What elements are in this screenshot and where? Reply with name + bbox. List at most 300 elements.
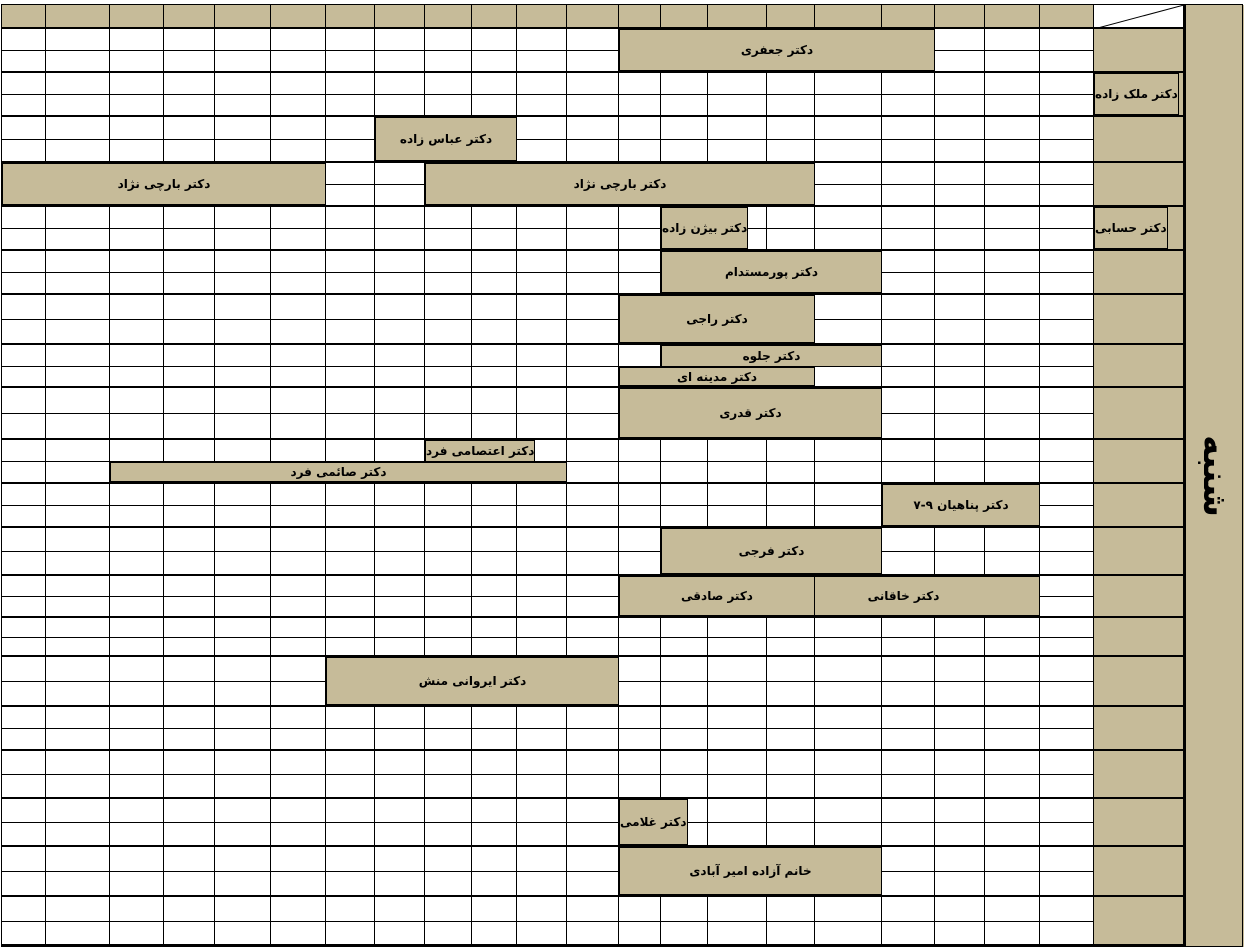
schedule-slot[interactable] (326, 117, 375, 140)
schedule-slot[interactable] (164, 823, 215, 847)
schedule-slot[interactable] (567, 751, 619, 775)
schedule-slot[interactable] (271, 506, 326, 528)
schedule-slot[interactable] (661, 657, 708, 682)
schedule-slot[interactable] (425, 506, 472, 528)
schedule-slot[interactable] (882, 729, 935, 751)
schedule-slot[interactable] (472, 552, 517, 576)
schedule-slot[interactable] (1040, 872, 1094, 897)
schedule-slot[interactable] (708, 506, 767, 528)
schedule-slot[interactable] (767, 799, 815, 823)
doctor-booking[interactable]: دکتر غلامی (619, 799, 688, 845)
schedule-slot[interactable] (215, 95, 271, 117)
schedule-slot[interactable] (619, 528, 661, 552)
schedule-slot[interactable] (110, 251, 164, 273)
schedule-slot[interactable] (271, 682, 326, 707)
schedule-slot[interactable] (882, 73, 935, 95)
schedule-slot[interactable] (425, 95, 472, 117)
schedule-slot[interactable] (2, 897, 46, 922)
schedule-slot[interactable] (2, 229, 46, 251)
schedule-slot[interactable] (46, 657, 110, 682)
schedule-slot[interactable] (215, 51, 271, 73)
schedule-slot[interactable] (985, 775, 1040, 799)
schedule-slot[interactable] (661, 775, 708, 799)
schedule-slot[interactable] (985, 229, 1040, 251)
schedule-slot[interactable] (271, 597, 326, 618)
schedule-slot[interactable] (375, 799, 425, 823)
schedule-slot[interactable] (619, 775, 661, 799)
schedule-slot[interactable] (110, 320, 164, 345)
schedule-slot[interactable] (935, 823, 985, 847)
doctor-booking[interactable]: دکتر اعتصامی فرد (425, 440, 535, 462)
schedule-slot[interactable] (815, 799, 882, 823)
schedule-slot[interactable] (215, 414, 271, 440)
schedule-slot[interactable] (882, 440, 935, 462)
schedule-slot[interactable] (375, 51, 425, 73)
schedule-slot[interactable] (2, 922, 46, 946)
schedule-slot[interactable] (567, 367, 619, 388)
schedule-slot[interactable] (708, 775, 767, 799)
schedule-slot[interactable] (985, 273, 1040, 295)
schedule-slot[interactable] (425, 847, 472, 872)
schedule-slot[interactable] (935, 751, 985, 775)
schedule-slot[interactable] (46, 95, 110, 117)
schedule-slot[interactable] (215, 707, 271, 729)
schedule-slot[interactable] (815, 707, 882, 729)
schedule-slot[interactable] (815, 922, 882, 946)
schedule-slot[interactable] (2, 847, 46, 872)
schedule-slot[interactable] (935, 922, 985, 946)
schedule-slot[interactable] (661, 462, 708, 484)
schedule-slot[interactable] (164, 847, 215, 872)
schedule-slot[interactable] (985, 618, 1040, 638)
schedule-slot[interactable] (985, 95, 1040, 117)
schedule-slot[interactable] (517, 295, 567, 320)
schedule-slot[interactable] (375, 597, 425, 618)
schedule-slot[interactable] (164, 872, 215, 897)
schedule-slot[interactable] (110, 799, 164, 823)
schedule-slot[interactable] (708, 729, 767, 751)
schedule-slot[interactable] (815, 295, 882, 320)
doctor-booking[interactable]: دکتر خاقانی (767, 576, 1040, 616)
schedule-slot[interactable] (935, 95, 985, 117)
schedule-slot[interactable] (882, 775, 935, 799)
doctor-booking[interactable]: دکتر مدینه ای (619, 367, 815, 386)
schedule-slot[interactable] (375, 872, 425, 897)
schedule-slot[interactable] (326, 597, 375, 618)
schedule-slot[interactable] (935, 163, 985, 185)
schedule-slot[interactable] (326, 140, 375, 163)
schedule-slot[interactable] (326, 751, 375, 775)
schedule-slot[interactable] (985, 367, 1040, 388)
schedule-slot[interactable] (425, 872, 472, 897)
schedule-slot[interactable] (985, 207, 1040, 229)
schedule-slot[interactable] (935, 295, 985, 320)
schedule-slot[interactable] (110, 414, 164, 440)
schedule-slot[interactable] (271, 367, 326, 388)
schedule-slot[interactable] (935, 73, 985, 95)
schedule-slot[interactable] (375, 775, 425, 799)
schedule-slot[interactable] (935, 847, 985, 872)
schedule-slot[interactable] (271, 775, 326, 799)
schedule-slot[interactable] (472, 897, 517, 922)
schedule-slot[interactable] (567, 414, 619, 440)
schedule-slot[interactable] (271, 414, 326, 440)
schedule-slot[interactable] (375, 207, 425, 229)
schedule-slot[interactable] (935, 29, 985, 51)
schedule-slot[interactable] (425, 73, 472, 95)
schedule-slot[interactable] (271, 552, 326, 576)
schedule-slot[interactable] (326, 163, 375, 185)
schedule-slot[interactable] (2, 751, 46, 775)
schedule-slot[interactable] (271, 823, 326, 847)
schedule-slot[interactable] (517, 273, 567, 295)
schedule-slot[interactable] (215, 682, 271, 707)
schedule-slot[interactable] (815, 229, 882, 251)
schedule-slot[interactable] (1040, 922, 1094, 946)
schedule-slot[interactable] (2, 117, 46, 140)
schedule-slot[interactable] (619, 682, 661, 707)
schedule-slot[interactable] (110, 506, 164, 528)
schedule-slot[interactable] (882, 682, 935, 707)
schedule-slot[interactable] (815, 140, 882, 163)
schedule-slot[interactable] (517, 552, 567, 576)
schedule-slot[interactable] (164, 95, 215, 117)
schedule-slot[interactable] (1040, 414, 1094, 440)
schedule-slot[interactable] (985, 117, 1040, 140)
schedule-slot[interactable] (164, 367, 215, 388)
schedule-slot[interactable] (215, 847, 271, 872)
schedule-slot[interactable] (326, 897, 375, 922)
schedule-slot[interactable] (882, 897, 935, 922)
schedule-slot[interactable] (567, 29, 619, 51)
schedule-slot[interactable] (815, 823, 882, 847)
schedule-slot[interactable] (326, 552, 375, 576)
schedule-slot[interactable] (708, 117, 767, 140)
schedule-slot[interactable] (661, 73, 708, 95)
schedule-slot[interactable] (326, 251, 375, 273)
schedule-slot[interactable] (375, 707, 425, 729)
schedule-slot[interactable] (767, 73, 815, 95)
schedule-slot[interactable] (815, 506, 882, 528)
schedule-slot[interactable] (567, 388, 619, 414)
schedule-slot[interactable] (985, 922, 1040, 946)
schedule-slot[interactable] (619, 462, 661, 484)
schedule-slot[interactable] (935, 528, 985, 552)
doctor-booking[interactable]: دکتر ایروانی منش (326, 657, 619, 705)
schedule-slot[interactable] (619, 657, 661, 682)
schedule-slot[interactable] (935, 320, 985, 345)
schedule-slot[interactable] (46, 775, 110, 799)
schedule-slot[interactable] (110, 273, 164, 295)
schedule-slot[interactable] (1040, 657, 1094, 682)
schedule-slot[interactable] (215, 528, 271, 552)
schedule-slot[interactable] (708, 140, 767, 163)
schedule-slot[interactable] (110, 51, 164, 73)
schedule-slot[interactable] (517, 320, 567, 345)
schedule-slot[interactable] (46, 207, 110, 229)
schedule-slot[interactable] (935, 185, 985, 207)
schedule-slot[interactable] (425, 528, 472, 552)
schedule-slot[interactable] (215, 73, 271, 95)
schedule-slot[interactable] (164, 751, 215, 775)
schedule-slot[interactable] (215, 140, 271, 163)
schedule-slot[interactable] (375, 552, 425, 576)
schedule-slot[interactable] (815, 117, 882, 140)
schedule-slot[interactable] (708, 657, 767, 682)
schedule-slot[interactable] (2, 273, 46, 295)
schedule-slot[interactable] (271, 618, 326, 638)
schedule-slot[interactable] (767, 823, 815, 847)
schedule-slot[interactable] (567, 922, 619, 946)
schedule-slot[interactable] (935, 552, 985, 576)
schedule-slot[interactable] (815, 618, 882, 638)
doctor-booking[interactable]: خانم آزاده امیر آبادی (619, 847, 882, 895)
schedule-slot[interactable] (46, 462, 110, 484)
schedule-slot[interactable] (2, 552, 46, 576)
schedule-slot[interactable] (326, 484, 375, 506)
schedule-slot[interactable] (110, 823, 164, 847)
schedule-slot[interactable] (271, 229, 326, 251)
schedule-slot[interactable] (517, 576, 567, 597)
schedule-slot[interactable] (326, 823, 375, 847)
schedule-slot[interactable] (110, 618, 164, 638)
schedule-slot[interactable] (985, 185, 1040, 207)
schedule-slot[interactable] (985, 847, 1040, 872)
schedule-slot[interactable] (985, 388, 1040, 414)
schedule-slot[interactable] (110, 229, 164, 251)
schedule-slot[interactable] (46, 117, 110, 140)
schedule-slot[interactable] (567, 528, 619, 552)
schedule-slot[interactable] (215, 295, 271, 320)
schedule-slot[interactable] (985, 897, 1040, 922)
schedule-slot[interactable] (767, 897, 815, 922)
schedule-slot[interactable] (882, 251, 935, 273)
schedule-slot[interactable] (882, 823, 935, 847)
schedule-slot[interactable] (2, 799, 46, 823)
schedule-slot[interactable] (271, 295, 326, 320)
schedule-slot[interactable] (708, 618, 767, 638)
schedule-slot[interactable] (882, 707, 935, 729)
schedule-slot[interactable] (164, 576, 215, 597)
doctor-booking[interactable]: دکتر صادقی (619, 576, 815, 616)
schedule-slot[interactable] (375, 251, 425, 273)
schedule-slot[interactable] (215, 367, 271, 388)
schedule-slot[interactable] (425, 295, 472, 320)
schedule-slot[interactable] (425, 618, 472, 638)
schedule-slot[interactable] (425, 729, 472, 751)
schedule-slot[interactable] (619, 207, 661, 229)
schedule-slot[interactable] (425, 388, 472, 414)
schedule-slot[interactable] (815, 751, 882, 775)
schedule-slot[interactable] (935, 897, 985, 922)
schedule-slot[interactable] (567, 597, 619, 618)
schedule-slot[interactable] (375, 506, 425, 528)
schedule-slot[interactable] (164, 295, 215, 320)
doctor-booking[interactable]: دکتر قدری (619, 388, 882, 438)
schedule-slot[interactable] (375, 528, 425, 552)
schedule-slot[interactable] (271, 484, 326, 506)
schedule-slot[interactable] (271, 657, 326, 682)
schedule-slot[interactable] (110, 207, 164, 229)
schedule-slot[interactable] (767, 207, 815, 229)
schedule-slot[interactable] (815, 367, 882, 388)
schedule-slot[interactable] (215, 597, 271, 618)
schedule-slot[interactable] (882, 528, 935, 552)
schedule-slot[interactable] (271, 320, 326, 345)
schedule-slot[interactable] (985, 73, 1040, 95)
schedule-slot[interactable] (1040, 799, 1094, 823)
schedule-slot[interactable] (326, 799, 375, 823)
schedule-slot[interactable] (2, 462, 46, 484)
schedule-slot[interactable] (375, 185, 425, 207)
schedule-slot[interactable] (472, 273, 517, 295)
schedule-slot[interactable] (985, 528, 1040, 552)
schedule-slot[interactable] (326, 440, 375, 462)
schedule-slot[interactable] (619, 273, 661, 295)
schedule-slot[interactable] (567, 552, 619, 576)
schedule-slot[interactable] (517, 823, 567, 847)
schedule-slot[interactable] (2, 506, 46, 528)
schedule-slot[interactable] (2, 576, 46, 597)
schedule-slot[interactable] (425, 273, 472, 295)
schedule-slot[interactable] (985, 320, 1040, 345)
schedule-slot[interactable] (935, 682, 985, 707)
schedule-slot[interactable] (110, 597, 164, 618)
schedule-slot[interactable] (425, 751, 472, 775)
schedule-slot[interactable] (46, 799, 110, 823)
schedule-slot[interactable] (815, 657, 882, 682)
schedule-slot[interactable] (215, 751, 271, 775)
schedule-slot[interactable] (46, 229, 110, 251)
schedule-slot[interactable] (767, 751, 815, 775)
schedule-slot[interactable] (46, 707, 110, 729)
schedule-slot[interactable] (2, 73, 46, 95)
schedule-slot[interactable] (215, 618, 271, 638)
schedule-slot[interactable] (164, 618, 215, 638)
schedule-slot[interactable] (708, 440, 767, 462)
schedule-slot[interactable] (882, 320, 935, 345)
schedule-slot[interactable] (985, 414, 1040, 440)
schedule-slot[interactable] (767, 484, 815, 506)
schedule-slot[interactable] (882, 799, 935, 823)
schedule-slot[interactable] (472, 872, 517, 897)
schedule-slot[interactable] (882, 367, 935, 388)
schedule-slot[interactable] (661, 95, 708, 117)
schedule-slot[interactable] (708, 484, 767, 506)
schedule-slot[interactable] (215, 320, 271, 345)
schedule-slot[interactable] (326, 95, 375, 117)
schedule-slot[interactable] (110, 897, 164, 922)
schedule-slot[interactable] (517, 799, 567, 823)
doctor-booking[interactable]: دکتر بارچی نژاد (425, 163, 815, 205)
schedule-slot[interactable] (2, 729, 46, 751)
schedule-slot[interactable] (935, 51, 985, 73)
schedule-slot[interactable] (882, 872, 935, 897)
schedule-slot[interactable] (882, 229, 935, 251)
schedule-slot[interactable] (425, 51, 472, 73)
schedule-slot[interactable] (164, 320, 215, 345)
schedule-slot[interactable] (708, 897, 767, 922)
doctor-booking[interactable]: دکتر بیژن زاده (661, 207, 748, 249)
schedule-slot[interactable] (815, 163, 882, 185)
schedule-slot[interactable] (2, 51, 46, 73)
schedule-slot[interactable] (567, 295, 619, 320)
schedule-slot[interactable] (985, 295, 1040, 320)
schedule-slot[interactable] (882, 462, 935, 484)
schedule-slot[interactable] (326, 73, 375, 95)
schedule-slot[interactable] (517, 872, 567, 897)
schedule-slot[interactable] (619, 506, 661, 528)
schedule-slot[interactable] (661, 618, 708, 638)
schedule-slot[interactable] (661, 729, 708, 751)
schedule-slot[interactable] (517, 528, 567, 552)
schedule-slot[interactable] (110, 751, 164, 775)
schedule-slot[interactable] (517, 775, 567, 799)
schedule-slot[interactable] (375, 847, 425, 872)
schedule-slot[interactable] (567, 95, 619, 117)
schedule-slot[interactable] (375, 751, 425, 775)
schedule-slot[interactable] (164, 273, 215, 295)
schedule-slot[interactable] (215, 440, 271, 462)
schedule-slot[interactable] (619, 73, 661, 95)
schedule-slot[interactable] (46, 729, 110, 751)
schedule-slot[interactable] (985, 799, 1040, 823)
schedule-slot[interactable] (46, 295, 110, 320)
schedule-slot[interactable] (767, 657, 815, 682)
schedule-slot[interactable] (46, 251, 110, 273)
schedule-slot[interactable] (110, 657, 164, 682)
schedule-slot[interactable] (46, 597, 110, 618)
schedule-slot[interactable] (164, 51, 215, 73)
schedule-slot[interactable] (935, 367, 985, 388)
schedule-slot[interactable] (2, 597, 46, 618)
schedule-slot[interactable] (425, 320, 472, 345)
schedule-slot[interactable] (375, 823, 425, 847)
schedule-slot[interactable] (619, 707, 661, 729)
schedule-slot[interactable] (767, 618, 815, 638)
schedule-slot[interactable] (882, 847, 935, 872)
schedule-slot[interactable] (2, 657, 46, 682)
schedule-slot[interactable] (2, 872, 46, 897)
schedule-slot[interactable] (517, 707, 567, 729)
schedule-slot[interactable] (164, 597, 215, 618)
schedule-slot[interactable] (425, 414, 472, 440)
schedule-slot[interactable] (567, 462, 619, 484)
schedule-slot[interactable] (619, 140, 661, 163)
schedule-slot[interactable] (1040, 163, 1094, 185)
schedule-slot[interactable] (375, 163, 425, 185)
schedule-slot[interactable] (110, 484, 164, 506)
schedule-slot[interactable] (110, 528, 164, 552)
schedule-slot[interactable] (517, 73, 567, 95)
schedule-slot[interactable] (661, 682, 708, 707)
schedule-slot[interactable] (164, 799, 215, 823)
schedule-slot[interactable] (661, 922, 708, 946)
schedule-slot[interactable] (110, 552, 164, 576)
schedule-slot[interactable] (935, 440, 985, 462)
schedule-slot[interactable] (935, 462, 985, 484)
schedule-slot[interactable] (375, 345, 425, 367)
schedule-slot[interactable] (517, 897, 567, 922)
schedule-slot[interactable] (567, 576, 619, 597)
schedule-slot[interactable] (46, 414, 110, 440)
schedule-slot[interactable] (882, 922, 935, 946)
schedule-slot[interactable] (164, 897, 215, 922)
schedule-slot[interactable] (1040, 552, 1094, 576)
schedule-slot[interactable] (935, 117, 985, 140)
schedule-slot[interactable] (375, 576, 425, 597)
schedule-slot[interactable] (619, 345, 661, 367)
